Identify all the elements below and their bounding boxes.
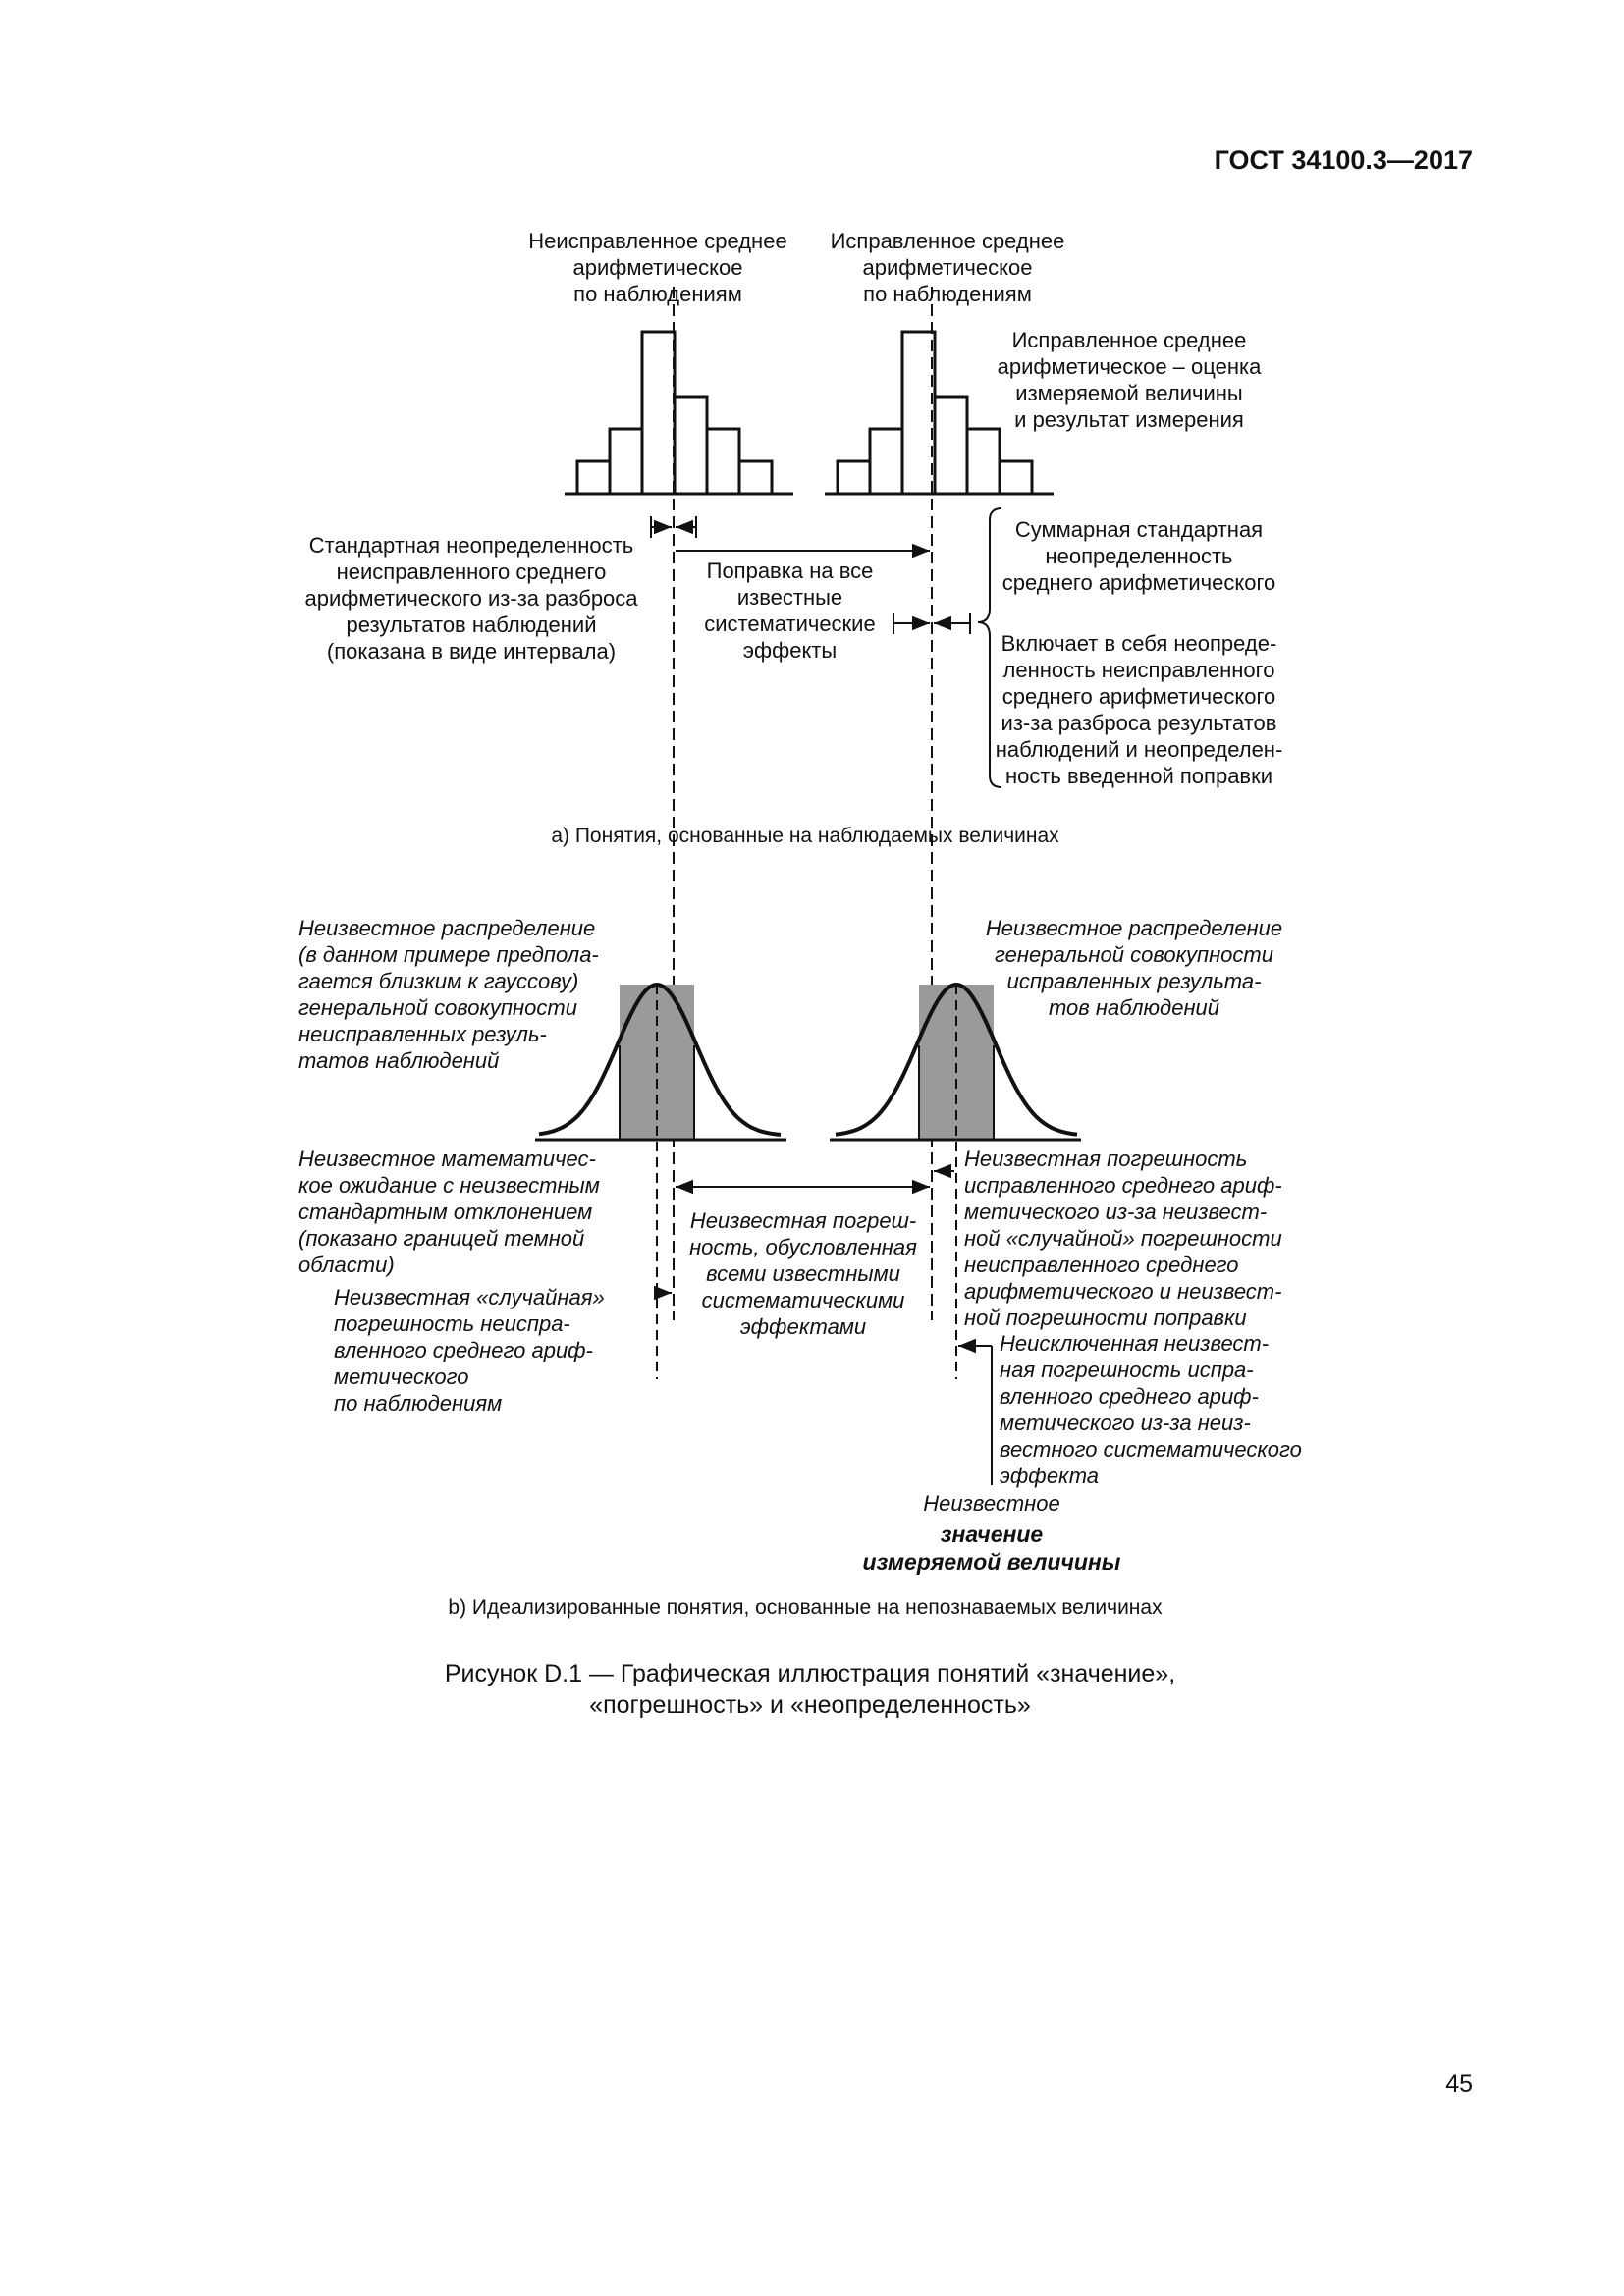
- label-unknown-distribution-uncorrected: Неизвестное распределение (в данном примере предпола- гается близким к гауссову) генеральной совокупности неисправленных резуль- татов наблюдений: [298, 916, 599, 1073]
- label-unknown-distribution-corrected: Неизвестное распределение генеральной совокупности исправленных результа- тов наблюдений: [985, 916, 1283, 1020]
- label-unknown-expectation: Неизвестное математичес- кое ожидание с неизвестным стандартным отклонением (показано границей темной области): [298, 1147, 600, 1277]
- label-unknown-value: Неизвестное: [923, 1491, 1060, 1516]
- label-corrected-mean: Исправленное среднее арифметическое по наблюдениям: [830, 229, 1065, 306]
- figure-title: Рисунок D.1 — Графическая иллюстрация понятий «значение», «погрешность» и «неопределенность»: [444, 1660, 1176, 1719]
- label-random-error: Неизвестная «случайная» погрешность неиспра- вленного среднего ариф- метического по наблюдениям: [334, 1285, 605, 1415]
- caption-panel-a: а) Понятия, основанные на наблюдаемых величинах: [551, 825, 1059, 847]
- histogram-corrected-bar: [935, 397, 967, 494]
- histogram-uncorrected-bar: [642, 332, 675, 494]
- histogram-uncorrected: [565, 332, 793, 494]
- label-includes: Включает в себя неопреде- ленность неисправленного среднего арифметического из-за разброса результатов наблюдений и неопределен- ность введенной поправки: [995, 631, 1283, 788]
- histogram-corrected-bar: [902, 332, 935, 494]
- document-id: ГОСТ 34100.3—2017: [1214, 145, 1473, 175]
- label-residual-error: Неисключенная неизвест- ная погрешность испра- вленного среднего ариф- метического из-за неиз- вестного систематического эффекта: [1000, 1331, 1302, 1488]
- histogram-uncorrected-bar: [707, 429, 739, 494]
- page-number: 45: [1445, 2070, 1473, 2098]
- histogram-corrected-bar: [967, 429, 1000, 494]
- histogram-corrected-bar: [870, 429, 902, 494]
- histogram-uncorrected-bar: [739, 461, 772, 494]
- label-systematic-error: Неизвестная погреш- ность, обусловленная всеми известными систематическими эффектами: [689, 1208, 917, 1339]
- label-corrected-mean-error: Неизвестная погрешность исправленного среднего ариф- метического из-за неизвест- ной «случайной» погрешности неисправленного среднего арифметического и неизвест- ной погрешности поправки: [964, 1147, 1282, 1330]
- label-uncorrected-mean: Неисправленное среднее арифметическое по наблюдениям: [528, 229, 787, 306]
- label-std-uncertainty: Стандартная неопределенность неисправленного среднего арифметического из-за разброса результатов наблюдений (показана в виде интервала): [304, 533, 638, 664]
- label-correction: Поправка на все известные систематические эффекты: [704, 559, 876, 663]
- label-measurand-value: значение измеряемой величины: [862, 1522, 1121, 1575]
- label-estimate: Исправленное среднее арифметическое – оценка измеряемой величины и результат измерения: [997, 328, 1262, 432]
- histogram-corrected-bar: [838, 461, 870, 494]
- caption-panel-b: b) Идеализированные понятия, основанные на непознаваемых величинах: [448, 1596, 1163, 1619]
- label-combined-uncertainty: Суммарная стандартная неопределенность среднего арифметического: [1001, 517, 1276, 595]
- histogram-uncorrected-bar: [577, 461, 610, 494]
- histogram-uncorrected-bar: [675, 397, 707, 494]
- histogram-uncorrected-bar: [610, 429, 642, 494]
- histogram-corrected-bar: [1000, 461, 1032, 494]
